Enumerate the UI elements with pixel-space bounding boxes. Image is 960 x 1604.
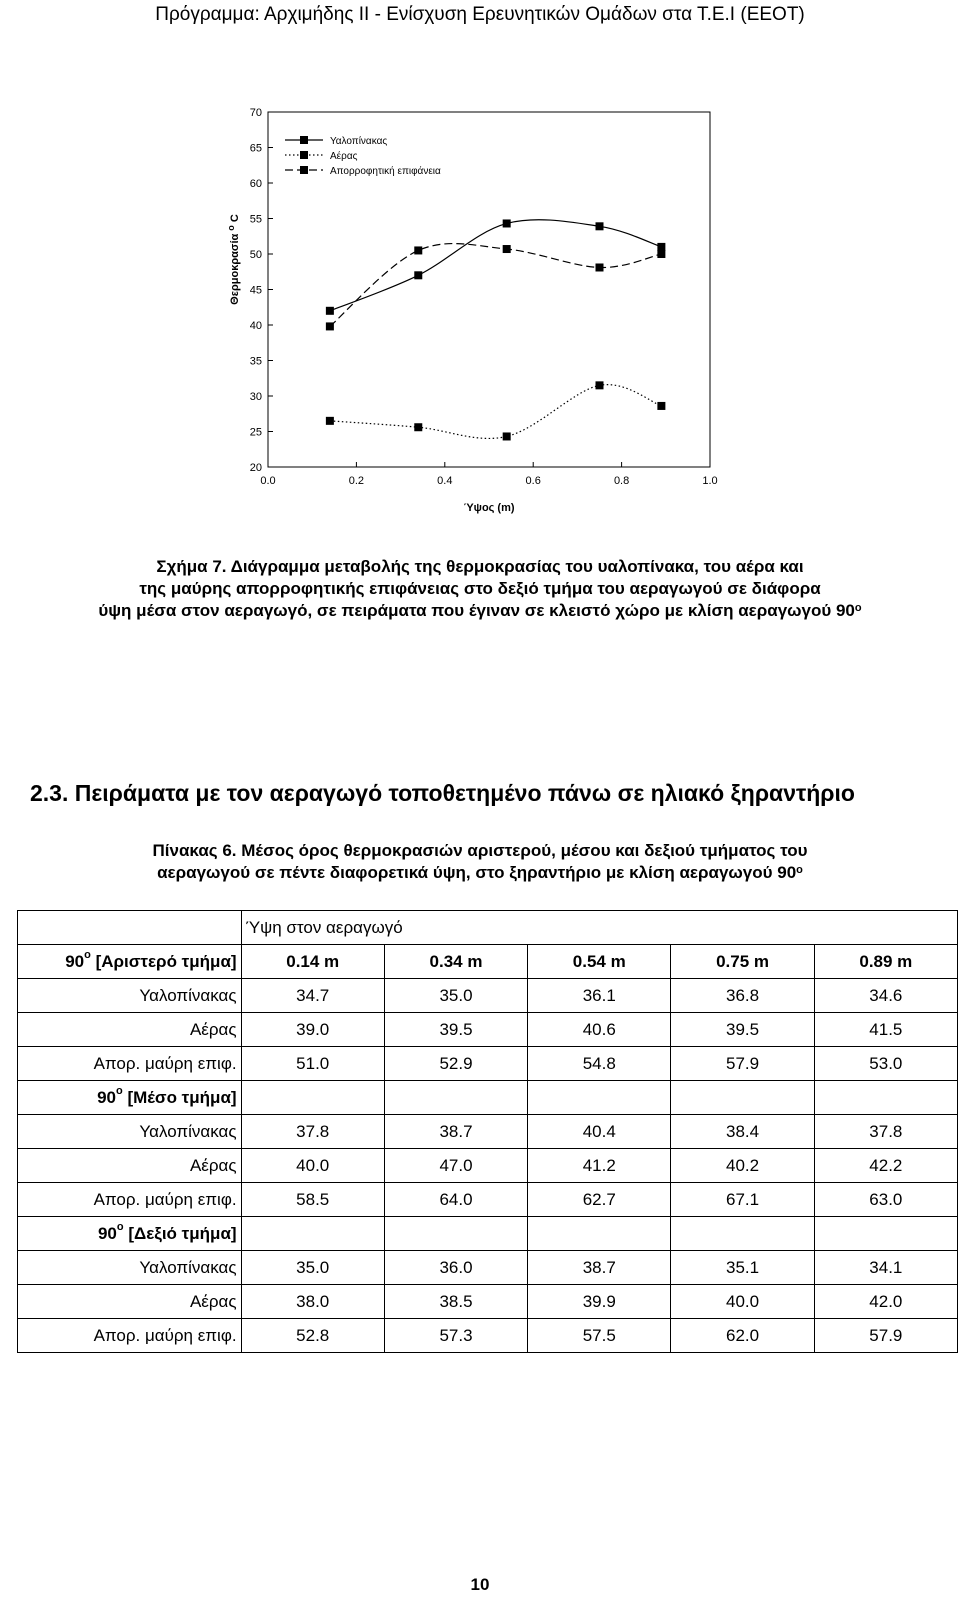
header-text: Πρόγραμμα: Αρχιμήδης ΙΙ - Ενίσχυση Ερευνητικών Ομάδων στα Τ.Ε.Ι (ΕΕΟΤ) <box>155 4 805 25</box>
table-cell: 63.0 <box>814 1183 957 1217</box>
table-cell: 35.0 <box>241 1251 384 1285</box>
table-empty-cell <box>814 1217 957 1251</box>
table-row-label: Υαλοπίνακας <box>18 1251 242 1285</box>
table-group-row <box>18 945 958 979</box>
table-cell: 40.4 <box>528 1115 671 1149</box>
caption-line-2: της μαύρης απορροφητικής επιφάνειας στο δεξιό τμήμα του αεραγωγού σε διάφορα <box>139 579 821 598</box>
table-empty-cell <box>814 1081 957 1115</box>
table-row <box>18 1183 958 1217</box>
series-1-point-3 <box>596 381 604 389</box>
table-super-header-row <box>18 911 958 945</box>
table-row <box>18 1149 958 1183</box>
table-corner-cell <box>18 911 242 945</box>
legend-marker-0 <box>300 136 308 144</box>
table-cell: 52.9 <box>384 1047 527 1081</box>
table-cell: 64.0 <box>384 1183 527 1217</box>
table-cell: 34.6 <box>814 979 957 1013</box>
series-line-1 <box>330 385 662 439</box>
table-group-degree-sup: ο <box>84 948 91 961</box>
table-cell: 38.0 <box>241 1285 384 1319</box>
table-cell: 39.5 <box>384 1013 527 1047</box>
table-cell: 53.0 <box>814 1047 957 1081</box>
table-empty-cell <box>241 1217 384 1251</box>
table-row-label: Υαλοπίνακας <box>18 979 242 1013</box>
section-heading: 2.3. Πειράματα με τον αεραγωγό τοποθετημένο πάνω σε ηλιακό ξηραντήριο <box>30 780 855 806</box>
table-cell: 38.5 <box>384 1285 527 1319</box>
table-empty-cell <box>671 1217 814 1251</box>
table-cell: 47.0 <box>384 1149 527 1183</box>
y-tick-label-10: 70 <box>249 107 262 119</box>
table-group-degree: 90 <box>97 1087 116 1107</box>
table-cell: 34.7 <box>241 979 384 1013</box>
series-2-point-3 <box>596 263 604 271</box>
table-group-label <box>18 1217 242 1251</box>
table-group-degree-sup: ο <box>115 1084 123 1097</box>
caption-degree-sup: ο <box>854 602 862 614</box>
table-cell: 41.5 <box>814 1013 957 1047</box>
y-tick-label-5: 45 <box>249 284 262 297</box>
table-cell: 57.9 <box>814 1319 957 1353</box>
table-cell: 62.0 <box>671 1319 814 1353</box>
series-2-point-1 <box>414 246 422 254</box>
table-group-row <box>18 1217 958 1251</box>
figure-caption <box>60 556 900 622</box>
series-line-0 <box>330 220 662 311</box>
table-row <box>18 1251 958 1285</box>
table-row-label: Αέρας <box>18 1013 242 1047</box>
x-axis-label: Ύψος (m) <box>463 502 515 514</box>
x-tick-label-1: 0.2 <box>348 475 365 487</box>
y-tick-label-9: 65 <box>249 142 262 155</box>
table-cell: 38.7 <box>384 1115 527 1149</box>
x-tick-label-5: 1.0 <box>702 475 718 487</box>
table-height-header-4: 0.89 m <box>814 945 957 979</box>
y-tick-label-6: 50 <box>249 249 262 261</box>
series-1-point-0 <box>326 417 334 425</box>
y-tick-label-7: 55 <box>249 213 262 226</box>
table-row <box>18 1115 958 1149</box>
y-axis-unit: C <box>229 214 241 226</box>
table-cell: 39.5 <box>671 1013 814 1047</box>
legend-label-1: Αέρας <box>330 151 358 162</box>
table-cell: 37.8 <box>241 1115 384 1149</box>
series-1-point-1 <box>414 423 422 431</box>
table-cell: 40.0 <box>241 1149 384 1183</box>
series-0-point-4 <box>657 243 665 251</box>
table-group-name: [Μέσο τμήμα] <box>122 1087 237 1107</box>
series-0-point-3 <box>596 222 604 230</box>
table-group-degree: 90 <box>65 951 85 971</box>
table-caption-line-1: Πίνακας 6. Μέσος όρος θερμοκρασιών αριστερού, μέσου και δεξιού τμήματος του <box>152 841 808 860</box>
caption-line-1: Σχήμα 7. Διάγραμμα μεταβολής της θερμοκρασίας του υαλοπίνακα, του αέρα και <box>156 557 804 576</box>
table-cell: 58.5 <box>241 1183 384 1217</box>
table-cell: 36.8 <box>671 979 814 1013</box>
legend-label-0: Υαλοπίνακας <box>330 136 388 147</box>
series-0-point-0 <box>326 307 334 315</box>
table-row <box>18 1319 958 1353</box>
table-cell: 35.1 <box>671 1251 814 1285</box>
table-empty-cell <box>241 1081 384 1115</box>
table-group-row <box>18 1081 958 1115</box>
table-empty-cell <box>528 1217 671 1251</box>
table-cell: 52.8 <box>241 1319 384 1353</box>
table-cell: 41.2 <box>528 1149 671 1183</box>
table-caption <box>60 840 900 884</box>
table-group-label <box>18 1081 242 1115</box>
y-tick-label-4: 40 <box>249 320 262 332</box>
table-cell: 57.3 <box>384 1319 527 1353</box>
table-cell: 38.7 <box>528 1251 671 1285</box>
table-height-header-2: 0.54 m <box>528 945 671 979</box>
table-cell: 34.1 <box>814 1251 957 1285</box>
table-group-degree: 90 <box>97 1223 117 1243</box>
table-height-header-0: 0.14 m <box>241 945 384 979</box>
legend-label-2: Απορροφητική επιφάνεια <box>330 166 441 177</box>
table-height-header-1: 0.34 m <box>384 945 527 979</box>
y-axis-degree-sup: o <box>226 225 236 231</box>
table-super-header: Ύψη στον αεραγωγό <box>241 911 957 945</box>
x-tick-label-2: 0.4 <box>437 475 453 487</box>
table-empty-cell <box>671 1081 814 1115</box>
table-empty-cell <box>528 1081 671 1115</box>
table-empty-cell <box>384 1217 527 1251</box>
page-header <box>0 4 960 26</box>
table-cell: 42.0 <box>814 1285 957 1319</box>
table-height-header-3: 0.75 m <box>671 945 814 979</box>
table-caption-degree-sup: ο <box>796 864 803 876</box>
series-2-point-4 <box>657 250 665 258</box>
table-cell: 35.0 <box>384 979 527 1013</box>
table-cell: 38.4 <box>671 1115 814 1149</box>
table-cell: 51.0 <box>241 1047 384 1081</box>
y-tick-label-8: 60 <box>249 178 262 190</box>
table-cell: 40.6 <box>528 1013 671 1047</box>
table-row-label: Υαλοπίνακας <box>18 1115 242 1149</box>
table-caption-line-2 <box>60 862 900 884</box>
table-group-degree-sup: ο <box>116 1220 124 1233</box>
y-tick-label-1: 25 <box>249 426 262 439</box>
table-group-label <box>18 945 242 979</box>
x-tick-label-0: 0.0 <box>260 475 276 487</box>
y-axis-label <box>226 214 241 305</box>
caption-line-3-text: ύψη μέσα στον αεραγωγό, σε πειράματα που έγιναν σε κλειστό χώρο με κλίση αεραγωγού 90 <box>98 601 855 620</box>
y-tick-label-3: 35 <box>249 355 262 368</box>
series-1-point-2 <box>503 432 511 440</box>
table-cell: 67.1 <box>671 1183 814 1217</box>
table-row-label: Απορ. μαύρη επιφ. <box>18 1183 242 1217</box>
table-group-name: [Αριστερό τμήμα] <box>90 951 237 971</box>
table-cell: 57.5 <box>528 1319 671 1353</box>
y-tick-label-2: 30 <box>249 391 262 403</box>
table-row-label: Απορ. μαύρη επιφ. <box>18 1047 242 1081</box>
table-cell: 62.7 <box>528 1183 671 1217</box>
caption-line-3 <box>60 600 900 622</box>
table-row <box>18 1047 958 1081</box>
table-cell: 39.0 <box>241 1013 384 1047</box>
legend-marker-1 <box>300 151 308 159</box>
series-line-2 <box>330 244 662 327</box>
y-tick-label-0: 20 <box>249 462 262 474</box>
series-1-point-4 <box>657 402 665 410</box>
series-0-point-2 <box>503 219 511 227</box>
series-2-point-0 <box>326 322 334 330</box>
temperature-table <box>17 910 958 1353</box>
table-empty-cell <box>384 1081 527 1115</box>
series-0-point-1 <box>414 271 422 279</box>
table-row-label: Απορ. μαύρη επιφ. <box>18 1319 242 1353</box>
legend-marker-2 <box>300 166 308 174</box>
table-cell: 39.9 <box>528 1285 671 1319</box>
temperature-height-chart <box>0 90 960 530</box>
x-tick-label-3: 0.6 <box>525 475 541 487</box>
table-cell: 40.0 <box>671 1285 814 1319</box>
table-row <box>18 979 958 1013</box>
table-cell: 37.8 <box>814 1115 957 1149</box>
x-tick-label-4: 0.8 <box>613 475 630 487</box>
table-group-name: [Δεξιό τμήμα] <box>123 1223 237 1243</box>
table-caption-line-2-text: αεραγωγού σε πέντε διαφορετικά ύψη, στο ξηραντήριο με κλίση αεραγωγού 90 <box>157 863 797 882</box>
table-row <box>18 1013 958 1047</box>
series-2-point-2 <box>503 245 511 253</box>
y-axis-label-text: Θερμοκρασία <box>229 230 241 305</box>
table-cell: 57.9 <box>671 1047 814 1081</box>
table-row-label: Αέρας <box>18 1149 242 1183</box>
page-number: 10 <box>470 1575 490 1594</box>
table-cell: 42.2 <box>814 1149 957 1183</box>
table-cell: 54.8 <box>528 1047 671 1081</box>
table-row <box>18 1285 958 1319</box>
table-cell: 40.2 <box>671 1149 814 1183</box>
table-row-label: Αέρας <box>18 1285 242 1319</box>
table-cell: 36.1 <box>528 979 671 1013</box>
table-cell: 36.0 <box>384 1251 527 1285</box>
